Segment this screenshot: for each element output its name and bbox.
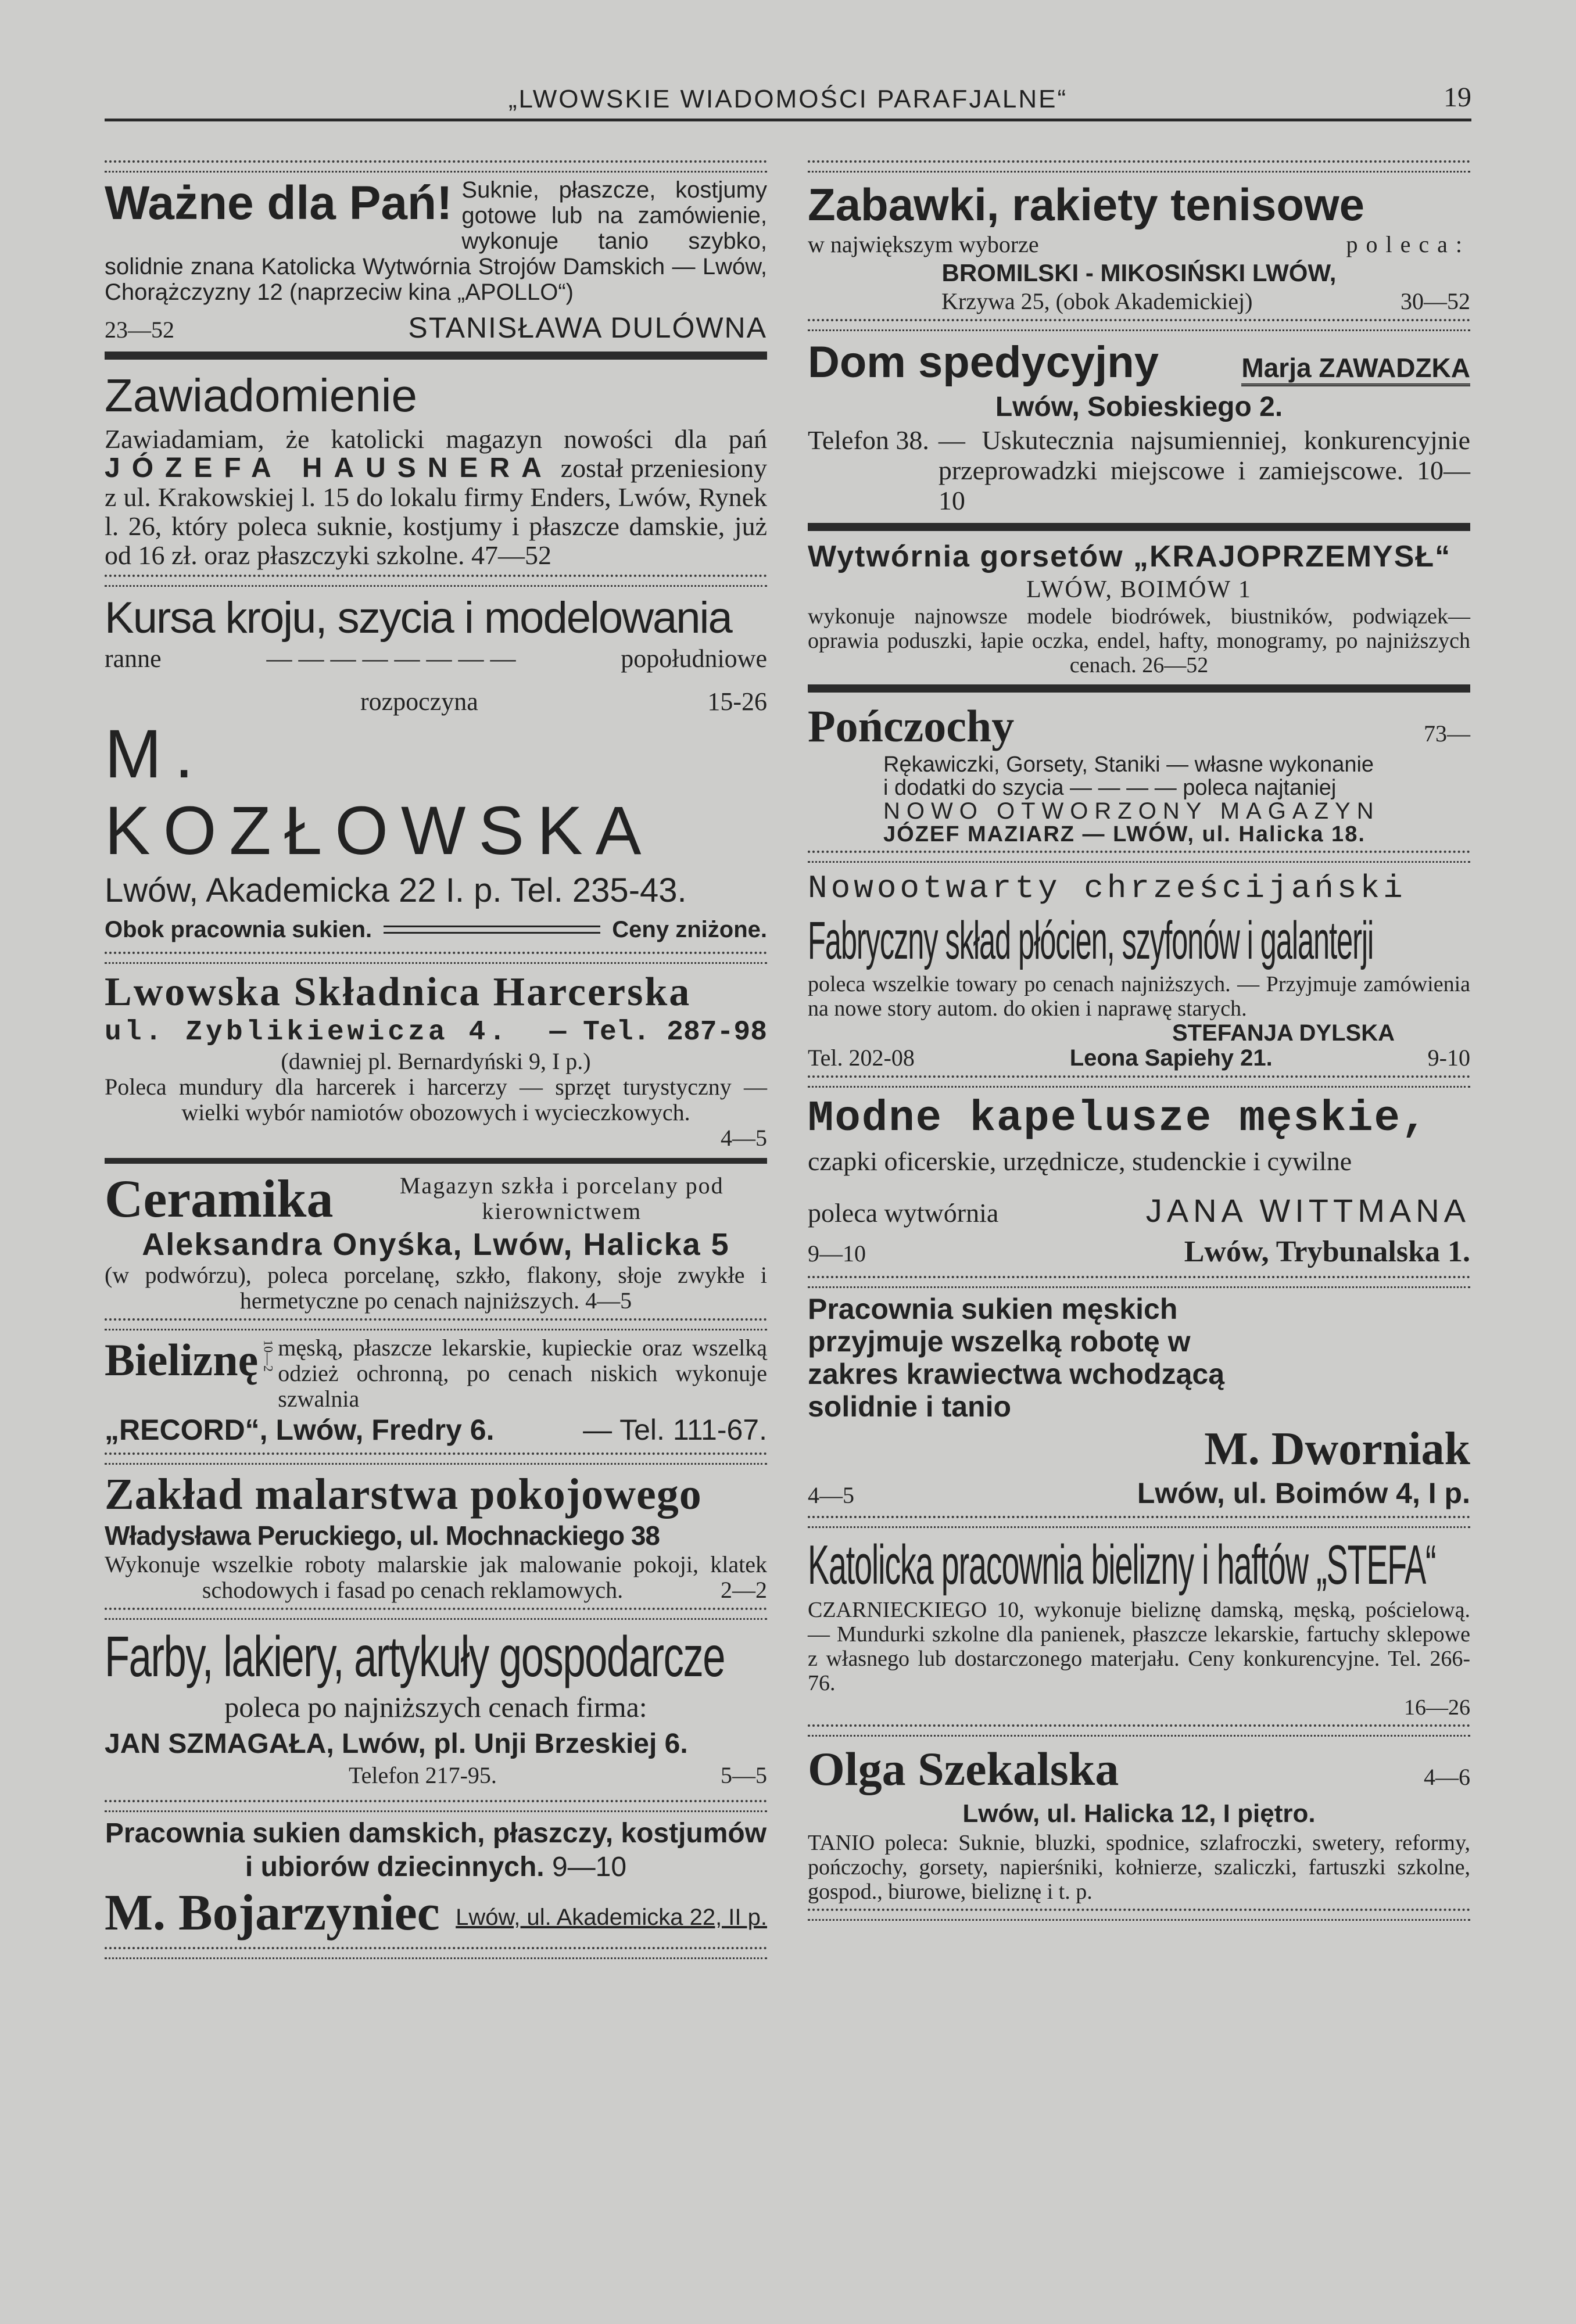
ad-signature: STANISŁAWA DULÓWNA <box>408 311 767 344</box>
ad-code: 2—2 <box>721 1577 767 1603</box>
ad-body: Wykonuje wszelkie roboty malarskie jak malowanie pokoji, klatek schodowych i fasad po cenach reklamowych. <box>105 1551 767 1603</box>
ad-fabryczny <box>808 867 1470 1071</box>
ad-tel: — Tel. 287-98 <box>549 1017 767 1048</box>
ad-code: 4—5 <box>808 1482 854 1508</box>
ad-code: 4—5 <box>585 1287 632 1314</box>
ad-stefa <box>808 1533 1470 1720</box>
ad-code: 15-26 <box>707 687 767 716</box>
ad-ponczochy <box>808 700 1470 846</box>
rule <box>105 352 767 360</box>
ad-zawiadomienie <box>105 367 767 570</box>
ad-rozpoczyna: rozpoczyna <box>360 687 478 716</box>
ad-tel: — Tel. 111-67. <box>583 1414 767 1446</box>
ad-code: 23—52 <box>105 317 174 343</box>
ad-address: LWÓW, BOIMÓW 1 <box>1026 576 1252 603</box>
ad-lead: w największym wyborze <box>808 231 1039 257</box>
ad-tel: Tel. 202-08 <box>808 1045 915 1071</box>
ad-body: poleca wszelkie towary po cenach najniższych. — Przyjmuje zamówienia na nowe story autom. do okien i naprawę starych. <box>808 972 1470 1021</box>
ornament-divider <box>808 1516 1470 1528</box>
ad-line-2: poleca wytwórnia <box>808 1198 999 1228</box>
ad-code: 47—52 <box>471 540 551 570</box>
ad-title: Dom spedycyjny <box>808 338 1159 387</box>
ad-title: Ceramika <box>105 1169 334 1228</box>
ornament-divider <box>808 160 1470 173</box>
ad-line-1: Rękawiczki, Gorsety, Staniki — własne wykonanie <box>883 752 1374 777</box>
ad-code: 9—10 <box>808 1240 866 1267</box>
ad-tel: Telefon 217-95. <box>349 1762 497 1788</box>
ad-farby <box>105 1624 767 1795</box>
ad-title: Zakład malarstwa pokojowego <box>105 1470 702 1519</box>
ad-address: Krzywa 25, (obok Akademickiej) <box>941 288 1253 314</box>
rule <box>808 523 1470 531</box>
ad-body: Poleca mundury dla harcerek i harcerzy — sprzęt turystyczny — wielki wybór namiotów obozowych i wycieczkowych. <box>105 1074 767 1125</box>
ad-body: TANIO poleca: Suknie, bluzki, spodnice, szlafroczki, swetery, reformy, pończochy, gorsety, napierśniki, kołnierze, szaliczki, fartuszki szkolne, gospod., biurowe, bieliznę i t. p. <box>808 1831 1470 1904</box>
page-number: 19 <box>1444 82 1471 113</box>
ad-body: Zawiadamiam, że katolicki magazyn nowości dla pań <box>105 424 767 454</box>
ad-title: Kursa kroju, szycia i modelowania <box>105 593 732 643</box>
double-rule <box>384 926 600 934</box>
ad-address: Lwów, Akademicka 22 I. p. Tel. 235-43. <box>105 871 687 909</box>
ad-code: 9—10 <box>551 1852 627 1882</box>
ad-malarstwo <box>105 1469 767 1603</box>
ad-title: Pracownia sukien męskich przyjmuje wszelką robotę w zakres krawiectwa wchodzącą solidnie i tanio <box>808 1293 1225 1423</box>
ornament-divider <box>808 319 1470 331</box>
ad-street: ul. Zyblikiewicza 4. <box>105 1017 510 1048</box>
ad-line-2: i dodatki do szycia — — — — poleca najtaniej <box>883 776 1337 800</box>
ad-body: — Uskutecznia najsumienniej, konkurencyjnie przeprowadzki miejscowe i zamiejscowe. <box>938 425 1470 485</box>
ad-owner: Władysława Peruckiego, ul. Mochnackiego 38 <box>105 1520 660 1551</box>
ad-address: Lwów, ul. Akademicka 22, II p. <box>456 1905 767 1930</box>
rule <box>105 1158 767 1164</box>
ornament-divider <box>105 575 767 587</box>
ad-body: wykonuje najnowsze modele biodrówek, biustników, podwiązek—oprawia poduszki, łapie oczka, endel, hafty, monogramy, po najniższych cenach. <box>808 604 1470 677</box>
ornament-divider <box>808 1909 1470 1921</box>
ad-code: 10—10 <box>938 456 1470 515</box>
ornament-divider <box>105 1608 767 1620</box>
ad-title: Zabawki, rakiety tenisowe <box>808 179 1365 230</box>
ad-dawniej: (dawniej pl. Bernardyński 9, I p.) <box>281 1048 591 1074</box>
left-column <box>105 156 767 1964</box>
ad-gorset <box>808 538 1470 677</box>
ad-title: Farby, lakiery, artykuły gospodarcze <box>105 1624 725 1688</box>
ad-poleca: poleca: <box>1346 231 1470 257</box>
ad-ceny: Ceny zniżone. <box>612 917 767 942</box>
ad-address: Lwów, ul. Boimów 4, I p. <box>1137 1477 1470 1509</box>
ad-firm: BROMILSKI - MIKOSIŃSKI LWÓW, <box>941 259 1337 286</box>
ornament-divider <box>808 851 1470 863</box>
ad-tel: Telefon 38. <box>808 425 929 455</box>
ad-name: JAN SZMAGAŁA, Lwów, pl. Unji Brzeskiej 6. <box>105 1728 688 1759</box>
ad-code: 9-10 <box>1427 1045 1470 1071</box>
ad-popoludniowe: popołudniowe <box>621 644 767 673</box>
ad-name: JANA WITTMANA <box>1145 1192 1470 1229</box>
ad-owner: Marja ZAWADZKA <box>1241 352 1470 386</box>
ad-bielizne <box>105 1335 767 1448</box>
ad-dashes: — — — — — — — — <box>266 644 516 673</box>
ornament-divider <box>105 1800 767 1812</box>
ornament-divider <box>808 1075 1470 1088</box>
ad-code: 5—5 <box>721 1762 767 1788</box>
ad-olga <box>808 1741 1470 1904</box>
ornament-divider <box>105 1318 767 1330</box>
ad-kursa <box>105 591 767 947</box>
ad-ceramika <box>105 1171 767 1314</box>
ad-side: Magazyn szkła i porcelany pod kierownictwem <box>399 1172 724 1224</box>
ad-poleca: poleca po najniższych cenach firma: <box>224 1691 647 1723</box>
ad-code: 30—52 <box>1401 288 1470 314</box>
ad-body-2: został przeniesiony z ul. Krakowskiej l. 15 do lokalu firmy Enders, Lwów, Rynek l. 26, który poleca suknie, kostjumy i płaszcze damskie, już od 16 zł. oraz płaszczyki szkolne. <box>105 453 768 570</box>
ad-name: M. Bojarzyniec <box>105 1885 440 1941</box>
rule <box>808 684 1470 693</box>
ornament-divider <box>808 1724 1470 1737</box>
ad-body: męską, płaszcze lekarskie, kupieckie oraz wszelką odzież ochronną, po cenach niskich wykonuje szwalnia <box>278 1335 767 1412</box>
ad-record: „RECORD“, Lwów, Fredry 6. <box>105 1414 495 1446</box>
ad-zabawki <box>808 177 1470 314</box>
ad-title: Olga Szekalska <box>808 1742 1119 1795</box>
ornament-divider <box>105 160 767 173</box>
ad-obok: Obok pracownia sukien. <box>105 917 372 942</box>
ad-title: Katolicka pracownia bielizny i haftów „STEFA“ <box>808 1534 1436 1596</box>
ad-line-3: NOWO OTWORZONY MAGAZYN <box>883 798 1380 824</box>
ad-owner: STEFANJA DYLSKA <box>1172 1020 1395 1046</box>
ad-dom-spedycyjny <box>808 336 1470 516</box>
right-column <box>808 156 1470 1925</box>
ad-code: 26—52 <box>1142 653 1209 677</box>
ornament-divider <box>105 1452 767 1465</box>
ad-line-4: JÓZEF MAZIARZ — LWÓW, ul. Halicka 18. <box>883 822 1366 847</box>
ad-code: 16—26 <box>1404 1695 1470 1720</box>
ornament-divider <box>808 1276 1470 1288</box>
ad-ranne: ranne <box>105 644 162 673</box>
ad-line-1: czapki oficerskie, urzędnicze, studenckie i cywilne <box>808 1146 1352 1176</box>
ad-title: Bieliznę <box>105 1335 259 1385</box>
ad-code: 4—6 <box>1424 1764 1470 1790</box>
ad-title-1: Nowootwarty chrześcijański <box>808 870 1406 907</box>
ad-title: Lwowska Składnica Harcerska <box>105 970 692 1014</box>
ad-body: CZARNIECKIEGO 10, wykonuje bieliznę damską, męską, pościelową. — Mundurki szkolne dla panienek, płaszcze lekarskie, fartuchy sklepowe z własnego lub dostarczonego materjału. Ceny konkurencyjne. Tel. 266-76. <box>808 1598 1470 1695</box>
ad-title-2: Fabryczny skład płócien, szyfonów i galanterji <box>808 911 1374 970</box>
ad-title: Zawiadomienie <box>105 370 418 421</box>
ad-harcerska <box>105 969 767 1151</box>
ad-code: 4—5 <box>721 1125 767 1151</box>
ad-title: Pracownia sukien damskich, płaszczy, kostjumów i ubiorów dziecinnych. <box>105 1818 767 1882</box>
ad-wazne <box>105 177 767 345</box>
ad-dworniak <box>808 1293 1470 1511</box>
ad-body: (w podwórzu), poleca porcelanę, szkło, flakony, słoje zwykłe i hermetyczne po cenach najniższych. <box>105 1262 767 1314</box>
ad-name: M. KOZŁOWSKA <box>105 716 654 869</box>
running-title: „LWOWSKIE WIADOMOŚCI PARAFJALNE“ <box>508 85 1068 113</box>
ad-title: Modne kapelusze męskie, <box>808 1095 1428 1143</box>
ad-address: Leona Sapiehy 21. <box>1069 1045 1273 1071</box>
ad-name: JÓZEFA HAUSNERA <box>105 453 553 483</box>
ad-side: 10—2 <box>261 1340 276 1372</box>
ad-title: Wytwórnia gorsetów „KRAJOPRZEMYSŁ“ <box>808 540 1452 573</box>
ad-name: Aleksandra Onyśka, Lwów, Halicka 5 <box>142 1227 730 1262</box>
ornament-divider <box>105 1947 767 1959</box>
ad-title: Ważne dla Pań! <box>105 177 453 229</box>
ad-name: M. Dworniak <box>1204 1423 1470 1475</box>
ad-address: Lwów, ul. Halicka 12, I piętro. <box>962 1799 1316 1828</box>
ad-kapelusze <box>808 1092 1470 1271</box>
page-header <box>105 81 1471 121</box>
ad-address: Lwów, Trybunalska 1. <box>1184 1235 1470 1268</box>
ad-body: Suknie, płaszcze, kostjumy gotowe lub na zamówienie, wykonuje tanio szybko, solidnie znana Katolicka Wytwórnia Strojów Damskich — Lwów, Chorążczyzny 12 (naprzeciw kina „APOLLO“) <box>105 177 767 305</box>
ad-bojarzyniec <box>105 1817 767 1942</box>
ad-title: Pończochy <box>808 701 1015 751</box>
ad-code: 73— <box>1424 720 1470 747</box>
ornament-divider <box>105 952 767 964</box>
ad-address: Lwów, Sobieskiego 2. <box>995 392 1283 422</box>
